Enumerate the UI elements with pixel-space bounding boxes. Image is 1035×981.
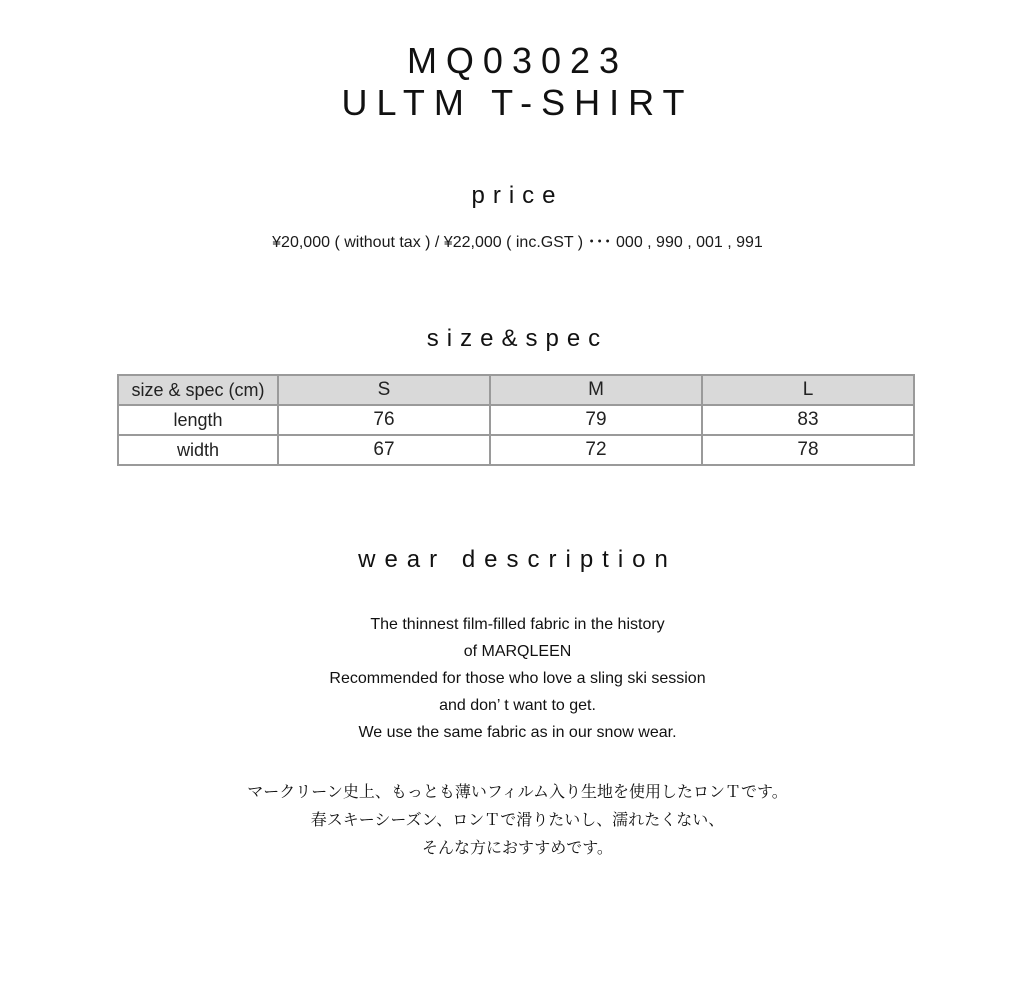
- table-header-size-m: M: [490, 375, 702, 405]
- table-cell: 72: [490, 435, 702, 465]
- product-name: ULTM T-SHIRT: [341, 82, 694, 123]
- table-row-width: [118, 435, 914, 465]
- size-spec-heading: size&spec: [426, 325, 609, 352]
- table-row-length: [118, 405, 914, 435]
- description-line: We use the same fabric as in our snow wear.: [358, 724, 677, 741]
- table-header-size-s: S: [278, 375, 490, 405]
- table-cell: 76: [278, 405, 490, 435]
- row-label-length: length: [118, 405, 278, 435]
- description-line: Recommended for those who love a sling ski session: [329, 670, 706, 687]
- description-line: 春スキーシーズン、ロンＴで滑りたいし、濡れたくない、: [310, 810, 725, 829]
- table-cell: 83: [702, 405, 914, 435]
- wear-description-english: [0, 611, 1035, 746]
- description-line: そんな方におすすめです。: [422, 838, 613, 857]
- table-header-size-l: L: [702, 375, 914, 405]
- price-heading: price: [471, 182, 564, 209]
- description-line: マークリーン史上、もっとも薄いフィルム入り生地を使用したロンＴです。: [247, 782, 788, 801]
- table-cell: 79: [490, 405, 702, 435]
- description-line: The thinnest film-filled fabric in the history: [370, 616, 665, 633]
- row-label-width: width: [118, 435, 278, 465]
- product-model: MQ03023: [406, 40, 629, 81]
- description-line: and don’ t want to get.: [439, 697, 596, 714]
- size-spec-table: [117, 374, 915, 466]
- wear-description-japanese: [0, 778, 1035, 862]
- wear-description-heading: wear description: [358, 546, 677, 573]
- description-line: of MARQLEEN: [463, 643, 572, 660]
- price-text: ¥20,000 ( without tax ) / ¥22,000 ( inc.GST ) ･･･ 000 , 990 , 001 , 991: [272, 234, 763, 251]
- table-header-row: [118, 375, 914, 405]
- product-title: [0, 40, 1035, 124]
- table-header-label: size & spec (cm): [118, 375, 278, 405]
- table-cell: 78: [702, 435, 914, 465]
- table-cell: 67: [278, 435, 490, 465]
